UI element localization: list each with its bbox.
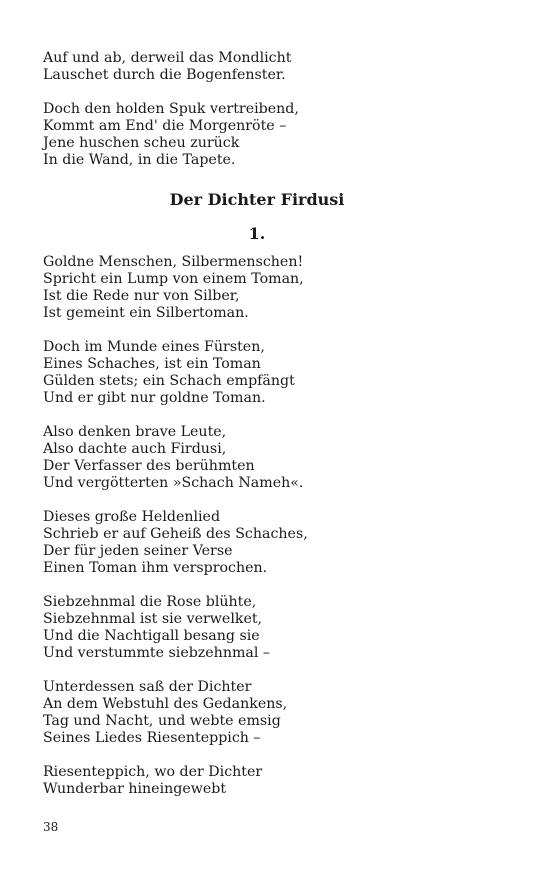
verse-line: Der für jeden seiner Verse: [43, 543, 233, 559]
verse-line: Der Verfasser des berühmten: [43, 458, 255, 474]
verse-line: Einen Toman ihm versprochen.: [43, 560, 268, 576]
verse-line: Seines Liedes Riesenteppich –: [43, 730, 261, 746]
verse-line: Und er gibt nur goldne Toman.: [43, 390, 266, 406]
verse-line: Schrieb er auf Geheiß des Schaches,: [43, 526, 308, 542]
verse-line: Siebzehnmal die Rose blühte,: [43, 594, 257, 610]
verse-line: Gülden stets; ein Schach empfängt: [43, 373, 295, 389]
verse-line: Goldne Menschen, Silbermenschen!: [43, 254, 304, 270]
verse-line: Und vergötterten »Schach Nameh«.: [43, 475, 304, 491]
verse-line: Jene huschen scheu zurück: [43, 135, 240, 151]
verse-line: In die Wand, in die Tapete.: [43, 152, 236, 168]
verse-line: Ist die Rede nur von Silber,: [43, 288, 240, 304]
section-number: 1.: [248, 224, 266, 243]
stanza: [43, 424, 503, 492]
verse-line: Und die Nachtigall besang sie: [43, 628, 260, 644]
stanza: [43, 50, 503, 84]
verse-line: Also dachte auch Firdusi,: [43, 441, 227, 457]
stanza: [43, 339, 503, 407]
verse-line: Riesenteppich, wo der Dichter: [43, 764, 263, 780]
verse-line: Kommt am End' die Morgenröte –: [43, 118, 287, 134]
verse-line: Und verstummte siebzehnmal –: [43, 645, 271, 661]
verse-line: Unterdessen saß der Dichter: [43, 679, 252, 695]
stanza: [43, 764, 503, 798]
verse-line: Tag und Nacht, und webte emsig: [43, 713, 281, 729]
stanza: [43, 101, 503, 169]
verse-line: Dieses große Heldenlied: [43, 509, 221, 525]
verse-line: Lauschet durch die Bogenfenster.: [43, 67, 286, 83]
stanza: [43, 509, 503, 577]
verse-line: Spricht ein Lump von einem Toman,: [43, 271, 304, 287]
continued-poem: [43, 50, 503, 169]
verse-line: Wunderbar hineingewebt: [43, 781, 227, 797]
poem-body: [43, 254, 503, 798]
stanza: [43, 679, 503, 747]
verse-line: Also denken brave Leute,: [43, 424, 227, 440]
verse-line: Doch im Munde eines Fürsten,: [43, 339, 265, 355]
verse-line: Siebzehnmal ist sie verwelket,: [43, 611, 263, 627]
verse-line: Ist gemeint ein Silbertoman.: [43, 305, 249, 321]
verse-line: Doch den holden Spuk vertreibend,: [43, 101, 299, 117]
stanza: [43, 254, 503, 322]
verse-line: Eines Schaches, ist ein Toman: [43, 356, 261, 372]
poem-title: Der Dichter Firdusi: [169, 190, 345, 209]
verse-line: Auf und ab, derweil das Mondlicht: [43, 50, 292, 66]
stanza: [43, 594, 503, 662]
page-number: 38: [43, 820, 59, 834]
verse-line: An dem Webstuhl des Gedankens,: [43, 696, 288, 712]
